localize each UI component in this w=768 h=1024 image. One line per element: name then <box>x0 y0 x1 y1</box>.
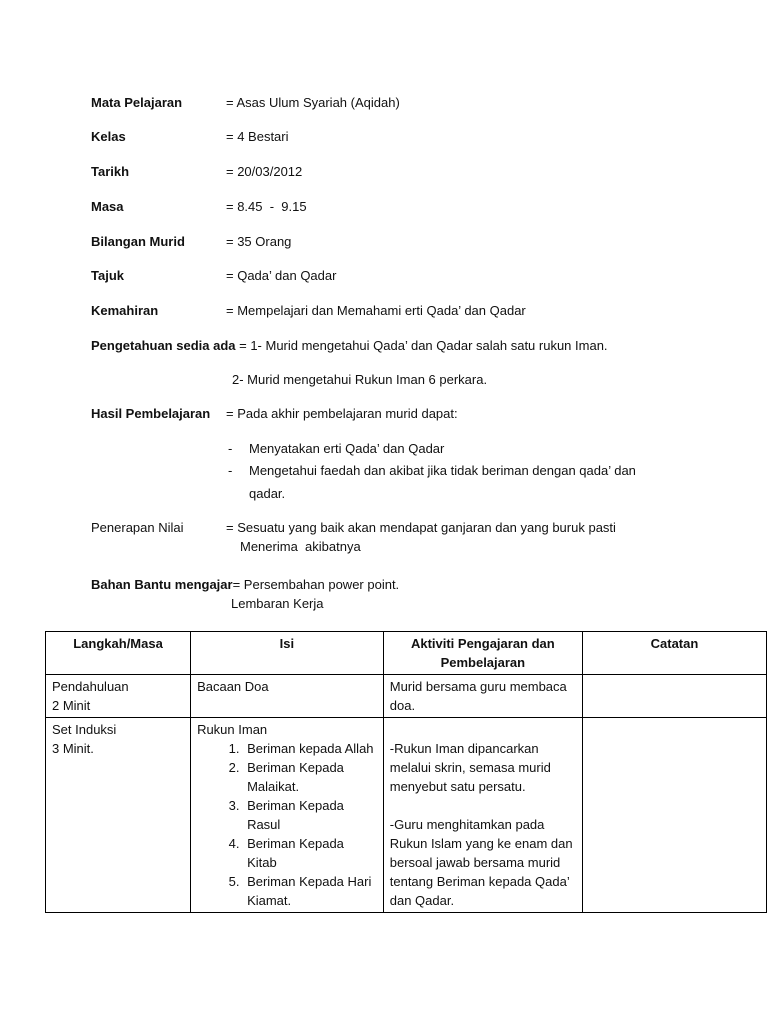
cell-langkah <box>46 718 191 913</box>
pengetahuan-label: Pengetahuan sedia ada <box>91 338 236 353</box>
field-label-bilangan-murid: Bilangan Murid <box>91 234 185 249</box>
field-value-tajuk: = Qada’ dan Qadar <box>226 268 337 283</box>
field-label-kemahiran: Kemahiran <box>91 303 159 318</box>
hasil-value: = Pada akhir pembelajaran murid dapat: <box>226 406 458 421</box>
pengetahuan-value-1: = 1- Murid mengetahui Qada’ dan Qadar salah satu rukun Iman. <box>235 338 608 353</box>
list-item: 1. Beriman kepada Allah <box>243 739 377 758</box>
pengetahuan-line <box>91 337 608 355</box>
header-isi: Isi <box>191 632 384 675</box>
langkah-masa: 2 Minit <box>52 698 91 713</box>
langkah-masa: 3 Minit. <box>52 741 94 756</box>
hasil-label: Hasil Pembelajaran <box>91 406 211 421</box>
header-catatan: Catatan <box>582 632 766 675</box>
pengetahuan-value-2: 2- Murid mengetahui Rukun Iman 6 perkara. <box>232 372 488 387</box>
penerapan-value-1: = Sesuatu yang baik akan mendapat ganjaran dan yang buruk pasti <box>226 520 616 535</box>
langkah-name: Pendahuluan <box>52 679 129 694</box>
cell-catatan <box>582 718 766 913</box>
aktiviti-paragraph-2: -Guru menghitamkan pada Rukun Islam yang ke enam dan bersoal jawab bersama murid tentang Beriman kepada Qada’ dan Qadar. <box>389 817 573 908</box>
penerapan-value-2: Menerima akibatnya <box>240 539 361 554</box>
list-item: 4. Beriman Kepada Kitab <box>243 834 377 872</box>
cell-langkah <box>46 675 191 718</box>
field-value-kelas: = 4 Bestari <box>226 129 289 144</box>
hasil-bullet-2-continuation: qadar. <box>249 486 286 501</box>
cell-aktiviti: Murid bersama guru membaca doa. <box>383 675 582 718</box>
hasil-bullet-dash: - <box>228 441 233 456</box>
list-item: 2. Beriman Kepada Malaikat. <box>243 758 377 796</box>
field-label-kelas: Kelas <box>91 129 126 144</box>
hasil-bullet-2: Mengetahui faedah dan akibat jika tidak beriman dengan qada’ dan <box>249 463 636 478</box>
table-row <box>46 718 767 913</box>
field-label-masa: Masa <box>91 199 124 214</box>
bahan-value-1: = Persembahan power point. <box>232 577 400 592</box>
table-header-row <box>46 632 767 675</box>
bahan-label: Bahan Bantu mengajar <box>91 577 233 592</box>
cell-aktiviti <box>383 718 582 913</box>
isi-title: Rukun Iman <box>197 722 268 737</box>
field-value-masa: = 8.45 - 9.15 <box>226 199 307 214</box>
field-label-tarikh: Tarikh <box>91 164 130 179</box>
penerapan-label: Penerapan Nilai <box>91 520 184 535</box>
bahan-line <box>91 576 399 594</box>
field-value-tarikh: = 20/03/2012 <box>226 164 303 179</box>
list-item: 5. Beriman Kepada Hari Kiamat. <box>243 872 377 910</box>
langkah-name: Set Induksi <box>52 722 117 737</box>
lesson-table <box>45 631 767 913</box>
field-label-tajuk: Tajuk <box>91 268 124 283</box>
header-langkah-masa: Langkah/Masa <box>46 632 191 675</box>
aktiviti-paragraph-1: -Rukun Iman dipancarkan melalui skrin, semasa murid menyebut satu persatu. <box>389 741 551 794</box>
cell-catatan <box>582 675 766 718</box>
field-label-mata-pelajaran: Mata Pelajaran <box>91 95 183 110</box>
field-value-bilangan-murid: = 35 Orang <box>226 234 292 249</box>
cell-isi <box>191 718 384 913</box>
list-item: 3. Beriman Kepada Rasul <box>243 796 377 834</box>
cell-isi: Bacaan Doa <box>191 675 384 718</box>
rukun-iman-list <box>197 739 377 910</box>
table-row <box>46 675 767 718</box>
field-value-mata-pelajaran: = Asas Ulum Syariah (Aqidah) <box>226 95 400 110</box>
hasil-bullet-1: Menyatakan erti Qada’ dan Qadar <box>249 441 445 456</box>
hasil-bullet-dash: - <box>228 463 233 478</box>
header-aktiviti: Aktiviti Pengajaran dan Pembelajaran <box>383 632 582 675</box>
field-value-kemahiran: = Mempelajari dan Memahami erti Qada’ dan Qadar <box>226 303 526 318</box>
bahan-value-2: Lembaran Kerja <box>231 596 324 611</box>
